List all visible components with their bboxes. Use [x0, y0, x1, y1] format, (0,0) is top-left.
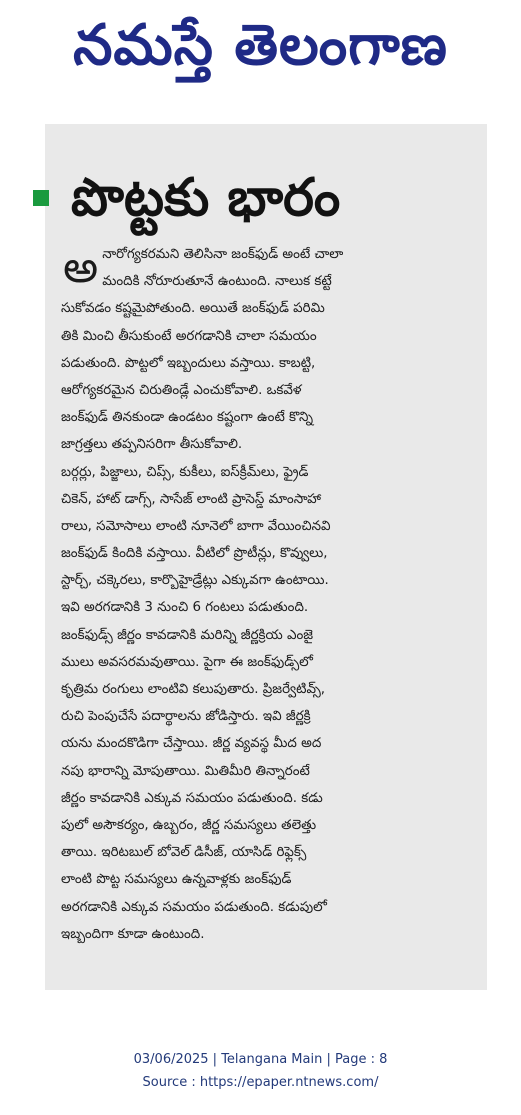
article-line: పడుతుంది. పొట్టలో ఇబ్బందులు వస్తాయి. కాబట్టి,	[61, 355, 316, 371]
masthead	[0, 6, 521, 86]
article-line: చికెన్, హాట్ డాగ్స్, సాసేజ్ లాంటి ప్రాసెస్డ్ మాంసాహా	[61, 491, 321, 507]
article-line: జీర్ణం కావడానికి ఎక్కువ సమయం పడుతుంది. కడు	[61, 790, 323, 806]
article-line: సుకోవడం కష్టమైపోతుంది. అయితే జంక్‌ఫుడ్ పరిమి	[61, 301, 325, 317]
article-line: స్టార్చ్, చక్కెరలు, కార్బొహైడ్రేట్లు ఎక్కువగా ఉంటాయి.	[61, 573, 329, 589]
article-line: జంక్‌ఫుడ్ కిందికి వస్తాయి. వీటిలో ప్రొటీన్లు, కొవ్వులు,	[61, 546, 328, 562]
article-line: మందికి నోరూరుతూనే ఉంటుంది. నాలుక కట్టే	[102, 274, 332, 290]
article-line: ములు అవసరమవుతాయి. పైగా ఈ జంక్‌ఫుడ్స్‌లో	[61, 654, 313, 670]
article-line: రుచి పెంపుచేసే పదార్థాలను జోడిస్తారు. ఇవి జీర్ణక్రి	[61, 709, 311, 725]
headline-row	[45, 154, 487, 242]
article-line: పులో అసౌకర్యం, ఉబ్బరం, జీర్ణ సమస్యలు తలెత్తు	[61, 817, 317, 833]
dropcap-letter: అ	[63, 242, 99, 293]
footer-source: Source : https://epaper.ntnews.com/	[142, 1075, 379, 1090]
article-line: యను మందకొడిగా చేస్తాయి. జీర్ణ వ్యవస్థ మీద అద	[61, 736, 322, 752]
article-line: ఆరోగ్యకరమైన చిరుతిండ్లే ఎంచుకోవాలి. ఒకవేళ	[61, 382, 302, 398]
dropcap-block	[61, 241, 479, 295]
article-line: నపు భారాన్ని మోపుతాయి. మితిమీరి తిన్నారంటే	[61, 763, 310, 779]
article-line: జంక్‌ఫుడ్స్ జీర్ణం కావడానికి మరిన్ని జీర్ణక్రియ ఎంజై	[61, 627, 314, 643]
article-line: జాగ్రత్తలు తప్పనిసరిగా తీసుకోవాలి.	[61, 437, 243, 453]
article-line: తాయి. ఇరిటబుల్ బోవెల్ డిసీజ్, యాసిడ్ రిఫ్లెక్స్	[61, 845, 307, 861]
article-line: బర్గర్లు, పిజ్జాలు, చిప్స్, కుకీలు, ఐస్‌క్రీమ్‌లు, ఫ్రైడ్	[61, 464, 309, 480]
green-square-marker-icon	[33, 190, 49, 206]
article-line: కృత్రిమ రంగులు లాంటివి కలుపుతారు. ప్రిజర్వేటివ్స్,	[61, 682, 326, 697]
article-headline: పొట్టకు భారం	[71, 168, 341, 228]
article-line: జంక్‌ఫుడ్ తినకుండా ఉండటం కష్టంగా ఉంటే కొన్ని	[61, 410, 314, 426]
article-line: నారోగ్యకరమని తెలిసినా జంక్‌ఫుడ్ అంటే చాలా	[102, 247, 344, 262]
article-line: ఇబ్బందిగా కూడా ఉంటుంది.	[61, 926, 205, 942]
article-line: తికి మించి తీసుకుంటే అరగడానికి చాలా సమయం	[61, 328, 317, 344]
article-card	[45, 124, 487, 990]
article-line: రాలు, సమోసాలు లాంటి నూనెలో బాగా వేయించినవి	[61, 518, 331, 534]
article-body	[61, 241, 479, 948]
article-line: అరగడానికి ఎక్కువ సమయం పడుతుంది. కడుపులో	[61, 899, 327, 915]
article-line: ఇవి అరగడానికి 3 నుంచి 6 గంటలు పడుతుంది.	[61, 600, 309, 616]
footer-date-page: 03/06/2025 | Telangana Main | Page : 8	[133, 1052, 388, 1067]
newspaper-logo: నమస్తే తెలంగాణ	[73, 13, 448, 78]
article-line: లాంటి పొట్ట సమస్యలు ఉన్నవాళ్లకు జంక్‌ఫుడ్	[61, 872, 292, 888]
